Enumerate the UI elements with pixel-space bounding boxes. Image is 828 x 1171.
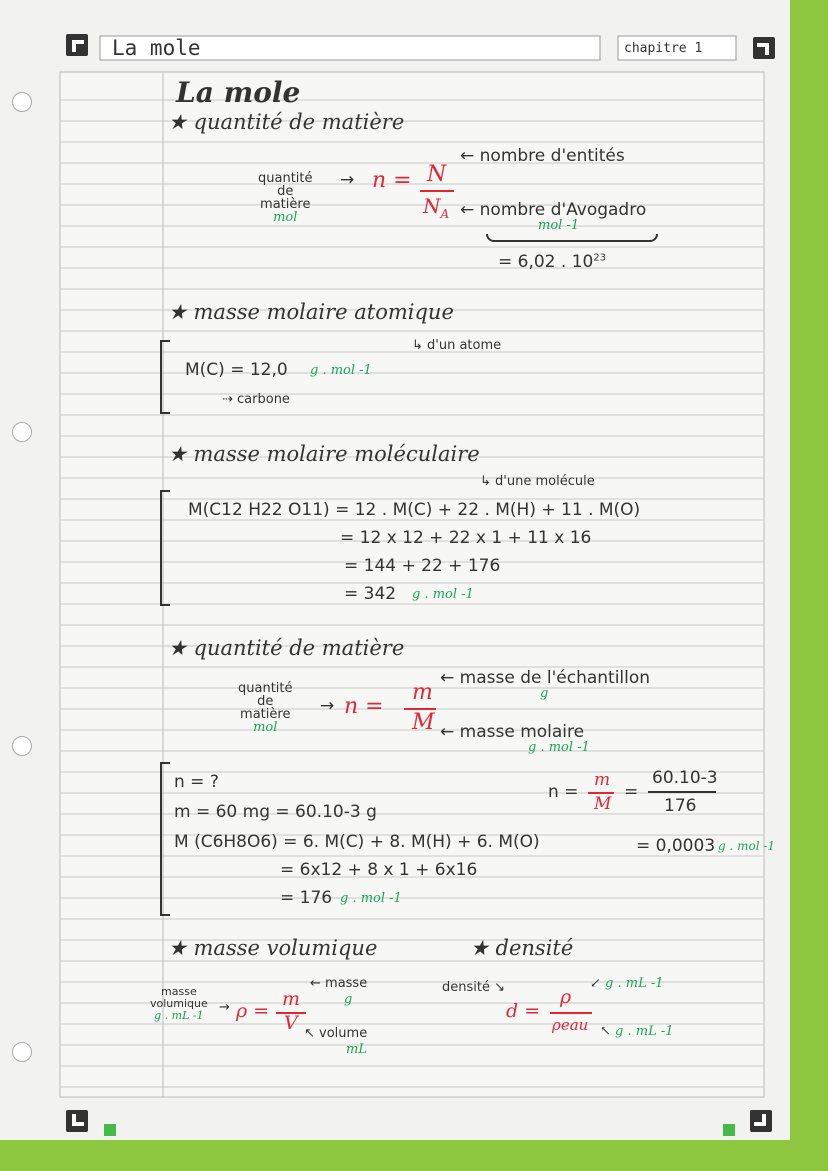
green-square-right (723, 1124, 735, 1136)
binder-hole (12, 736, 32, 756)
brace (486, 234, 658, 242)
bracket (160, 340, 170, 414)
formula-n: n = (372, 168, 412, 193)
bracket (160, 762, 170, 916)
numerator-rho: ρ (560, 986, 572, 1008)
note-carbone: ⇢ carbone (222, 392, 290, 407)
denominator-M: M (412, 710, 435, 735)
numerator-m-5: m (282, 988, 301, 1010)
formula-line2: = 12 x 12 + 22 x 1 + 11 x 16 (340, 528, 592, 548)
note-masse: ← masse (310, 976, 368, 991)
formula-mc: M(C) = 12,0 (185, 360, 288, 380)
note-volume: ↖ volume (304, 1026, 368, 1041)
calc-result: = 0,0003 (636, 836, 716, 856)
ex-line2: m = 60 mg = 60.10-3 g (174, 802, 377, 822)
denominator-NA: $N_A$ (423, 194, 450, 221)
ex-line3: M (C6H8O6) = 6. M(C) + 8. M(H) + 6. M(O) (174, 832, 540, 852)
green-square-left (104, 1124, 116, 1136)
section-title-densite: ★ densité (470, 936, 574, 960)
formula-line4: = 342 (344, 584, 397, 604)
numerator-N: N (427, 162, 447, 187)
formula-rho: ρ = (236, 1000, 270, 1022)
corner-icon-top-right (753, 37, 775, 59)
note-molecule: ↳ d'une molécule (480, 474, 595, 489)
note-entites: ← nombre d'entités (460, 146, 625, 166)
arrow: → (320, 696, 335, 716)
binder-hole (12, 92, 32, 112)
bracket (160, 490, 170, 606)
header-title: La mole (112, 36, 201, 60)
ex-unit: g . mol -1 (340, 891, 402, 906)
binder-hole (12, 422, 32, 442)
unit-mc: g . mol -1 (310, 363, 372, 378)
calc-lhs: n = (548, 782, 579, 802)
calc-den: M (594, 794, 612, 814)
denominator-rho-eau: ρeau (552, 1016, 589, 1034)
note-atome: ↳ d'un atome (412, 338, 502, 353)
fraction-bar (648, 791, 716, 793)
ex-line4: = 6x12 + 8 x 1 + 6x16 (280, 860, 478, 880)
note-masse-molaire: ← masse molaire (440, 722, 585, 742)
formula-line1: M(C12 H22 O11) = 12 . M(C) + 22 . M(H) + 11 . M(O) (188, 500, 641, 520)
page-heading: La mole (176, 76, 301, 109)
calc-result-unit: g . mol -1 (718, 839, 776, 853)
section-title-masse-atomique: ★ masse molaire atomique (168, 300, 454, 324)
ex-line1: n = ? (174, 772, 219, 792)
corner-icon-bottom-right (750, 1110, 772, 1132)
binder-hole (12, 1042, 32, 1062)
label-quantite-2: quantité de matière mol (238, 681, 293, 735)
avogadro-unit: mol -1 (538, 218, 580, 233)
unit-volume: mL (346, 1042, 367, 1057)
formula-d: d = (506, 1000, 541, 1022)
note-avogadro: ← nombre d'Avogadro (460, 200, 647, 220)
calc-num-val: 60.10-3 (652, 768, 718, 788)
label-quantite: quantité de matière mol (258, 171, 313, 225)
denominator-v: V (284, 1012, 298, 1034)
ex-line5: = 176 (280, 888, 333, 908)
unit-342: g . mol -1 (412, 587, 474, 602)
calc-den-val: 176 (664, 796, 697, 816)
section-title-quantite: ★ quantité de matière (168, 110, 405, 134)
section-title-quantite-2: ★ quantité de matière (168, 636, 405, 660)
arrow: → (219, 1000, 230, 1015)
corner-icon-bottom-left (66, 1110, 88, 1132)
arrow: → (340, 170, 355, 190)
calc-eq: = (624, 782, 639, 802)
avogadro-value: = 6,02 . $10^{23}$ (498, 252, 607, 272)
label-masse-volumique: masse volumique g . mL -1 (150, 985, 208, 1022)
calc-num: m (594, 770, 611, 790)
unit-densite-top: ↙ g . mL -1 (590, 976, 664, 991)
fraction-bar (550, 1012, 592, 1014)
corner-icon-top-left (66, 34, 88, 56)
chapter-label: chapitre 1 (624, 41, 703, 56)
fraction-bar (420, 190, 454, 192)
note-masse-echantillon: ← masse de l'échantillon (440, 668, 651, 688)
numerator-m: m (412, 680, 433, 705)
label-densite: densité ↘ (442, 980, 506, 995)
unit-densite-bottom: ↖ g . mL -1 (600, 1024, 674, 1039)
unit-molaire: g . mol -1 (528, 740, 590, 755)
formula-line3: = 144 + 22 + 176 (344, 556, 501, 576)
section-title-masse-volumique: ★ masse volumique (168, 936, 378, 960)
unit-masse: g (344, 992, 353, 1007)
unit-g: g (540, 686, 549, 701)
section-title-masse-moleculaire: ★ masse molaire moléculaire (168, 442, 480, 466)
formula-n-2: n = (344, 694, 384, 719)
